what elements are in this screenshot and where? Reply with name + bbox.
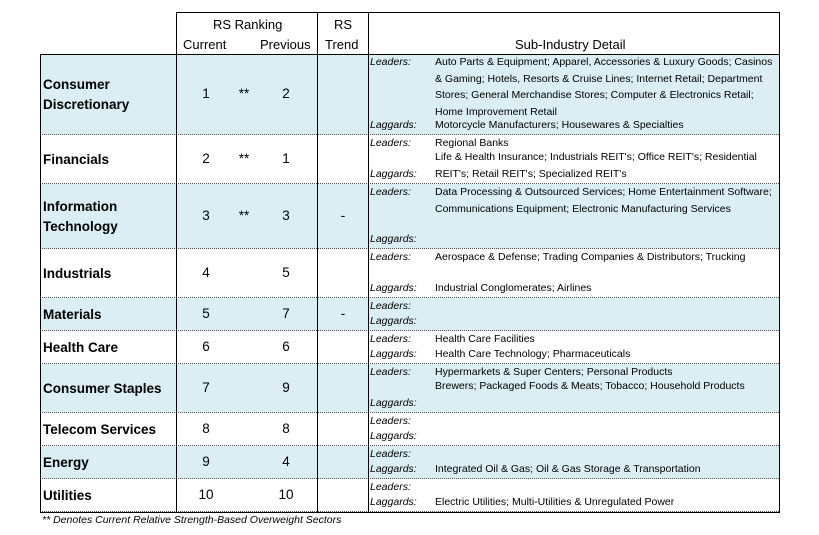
sector-name bbox=[43, 305, 102, 325]
laggards-label: Laggards: bbox=[370, 119, 417, 131]
leaders-label: Leaders: bbox=[370, 186, 411, 198]
sector-name-line: Consumer Staples bbox=[43, 381, 162, 396]
table-bottom-border bbox=[40, 512, 780, 513]
footnote: ** Denotes Current Relative Strength-Based Overweight Sectors bbox=[42, 514, 342, 526]
sector-name bbox=[43, 379, 162, 399]
previous-rank: 4 bbox=[282, 454, 290, 469]
previous-rank: 2 bbox=[282, 86, 290, 101]
table-row bbox=[40, 364, 779, 413]
leaders-label: Leaders: bbox=[370, 56, 411, 68]
current-rank: 8 bbox=[202, 421, 210, 436]
leaders-detail: Data Processing & Outsourced Services; Home Entertainment Software; Communications Equipment; Electronic Manufacturing Services bbox=[435, 186, 772, 215]
sector-name-line: Information bbox=[43, 199, 118, 214]
sector-name-line: Utilities bbox=[43, 488, 92, 503]
table-row bbox=[40, 331, 779, 364]
current-rank: 7 bbox=[202, 380, 210, 395]
leaders-detail: Hypermarkets & Super Centers; Personal Products bbox=[435, 366, 673, 378]
sector-name bbox=[43, 197, 118, 237]
sector-name-line: Industrials bbox=[43, 266, 112, 281]
previous-rank: 8 bbox=[282, 421, 290, 436]
table-top-border bbox=[176, 12, 780, 13]
previous-rank: 9 bbox=[282, 380, 290, 395]
table-row bbox=[40, 298, 779, 331]
table-row bbox=[40, 135, 779, 184]
current-rank: 3 bbox=[202, 208, 210, 223]
header-rs-ranking: RS Ranking bbox=[213, 17, 283, 32]
leaders-label: Leaders: bbox=[370, 366, 411, 378]
header-detail: Sub-Industry Detail bbox=[515, 37, 626, 52]
header-bottom-border bbox=[40, 54, 780, 55]
current-rank: 6 bbox=[202, 339, 210, 354]
table-row bbox=[40, 249, 779, 298]
previous-rank: 6 bbox=[282, 339, 290, 354]
sector-name bbox=[43, 150, 109, 170]
leaders-label: Leaders: bbox=[370, 415, 411, 427]
col-border-2 bbox=[176, 12, 177, 513]
leaders-detail: Health Care Facilities bbox=[435, 333, 535, 345]
laggards-label: Laggards: bbox=[370, 397, 417, 409]
col-border-5 bbox=[779, 12, 780, 513]
laggards-label: Laggards: bbox=[370, 496, 417, 508]
overweight-mark: ** bbox=[238, 86, 250, 101]
previous-rank: 5 bbox=[282, 265, 290, 280]
sector-name-line: Technology bbox=[43, 219, 118, 234]
col-border-4 bbox=[368, 12, 369, 513]
table-row bbox=[40, 446, 779, 479]
table-row bbox=[40, 479, 779, 512]
sector-name-line: Discretionary bbox=[43, 97, 130, 112]
rs-trend: - bbox=[340, 208, 346, 223]
current-rank: 5 bbox=[202, 306, 210, 321]
sector-name bbox=[43, 75, 129, 115]
laggards-label: Laggards: bbox=[370, 430, 417, 442]
rs-trend: - bbox=[340, 306, 346, 321]
sector-name-line: Telecom Services bbox=[43, 422, 157, 437]
leaders-label: Leaders: bbox=[370, 137, 411, 149]
laggards-detail: Health Care Technology; Pharmaceuticals bbox=[435, 348, 631, 360]
previous-rank: 7 bbox=[282, 306, 290, 321]
current-rank: 1 bbox=[202, 86, 210, 101]
current-rank: 9 bbox=[202, 454, 210, 469]
col-border-1 bbox=[40, 54, 41, 513]
sector-name-line: Consumer bbox=[43, 77, 110, 92]
table-row bbox=[40, 54, 779, 135]
sector-name-line: Materials bbox=[43, 307, 102, 322]
col-border-3 bbox=[317, 12, 318, 513]
leaders-detail: Regional Banks bbox=[435, 137, 509, 149]
table-row bbox=[40, 184, 779, 249]
leaders-label: Leaders: bbox=[370, 300, 411, 312]
leaders-label: Leaders: bbox=[370, 481, 411, 493]
header-current: Current bbox=[183, 37, 227, 52]
sector-name bbox=[43, 338, 118, 358]
overweight-mark: ** bbox=[238, 151, 250, 166]
previous-rank: 10 bbox=[278, 487, 294, 502]
laggards-label: Laggards: bbox=[370, 348, 417, 360]
current-rank: 2 bbox=[202, 151, 210, 166]
overweight-mark: ** bbox=[238, 208, 250, 223]
sector-name bbox=[43, 264, 111, 284]
leaders-label: Leaders: bbox=[370, 251, 411, 263]
laggards-label: Laggards: bbox=[370, 282, 417, 294]
sector-name bbox=[43, 453, 89, 473]
sector-name-line: Financials bbox=[43, 152, 110, 167]
leaders-label: Leaders: bbox=[370, 448, 411, 460]
header-trend: Trend bbox=[325, 37, 359, 52]
laggards-detail: Motorcycle Manufacturers; Housewares & Specialties bbox=[435, 119, 684, 131]
sector-name bbox=[43, 486, 92, 506]
laggards-detail: Integrated Oil & Gas; Oil & Gas Storage & Transportation bbox=[435, 463, 701, 475]
sector-name-line: Energy bbox=[43, 455, 89, 470]
laggards-detail: Industrial Conglomerates; Airlines bbox=[435, 282, 592, 294]
laggards-detail: Brewers; Packaged Foods & Meats; Tobacco; Household Products bbox=[435, 380, 745, 392]
laggards-label: Laggards: bbox=[370, 315, 417, 327]
previous-rank: 3 bbox=[282, 208, 290, 223]
laggards-detail: Electric Utilities; Multi-Utilities & Unregulated Power bbox=[435, 496, 675, 508]
current-rank: 4 bbox=[202, 265, 210, 280]
laggards-label: Laggards: bbox=[370, 233, 417, 245]
leaders-detail: Aerospace & Defense; Trading Companies & Distributors; Trucking bbox=[435, 251, 746, 263]
current-rank: 10 bbox=[198, 487, 214, 502]
laggards-label: Laggards: bbox=[370, 168, 417, 180]
sector-name-line: Health Care bbox=[43, 340, 119, 355]
header-rs: RS bbox=[334, 17, 353, 32]
leaders-label: Leaders: bbox=[370, 333, 411, 345]
sector-name bbox=[43, 420, 156, 440]
header-previous: Previous bbox=[260, 37, 311, 52]
laggards-detail: Life & Health Insurance; Industrials REIT's; Office REIT's; Residential REIT's; Retail REIT's; Specialized REIT's bbox=[435, 151, 757, 180]
table-row bbox=[40, 413, 779, 446]
laggards-label: Laggards: bbox=[370, 463, 417, 475]
previous-rank: 1 bbox=[282, 151, 290, 166]
leaders-detail: Auto Parts & Equipment; Apparel, Accessories & Luxury Goods; Casinos & Gaming; Hotels, Resorts & Cruise Lines; Internet Retail; Department Stores; General Merchandise Stores; Computer & Electronics Retail; Home Improvement Retail bbox=[435, 56, 773, 118]
